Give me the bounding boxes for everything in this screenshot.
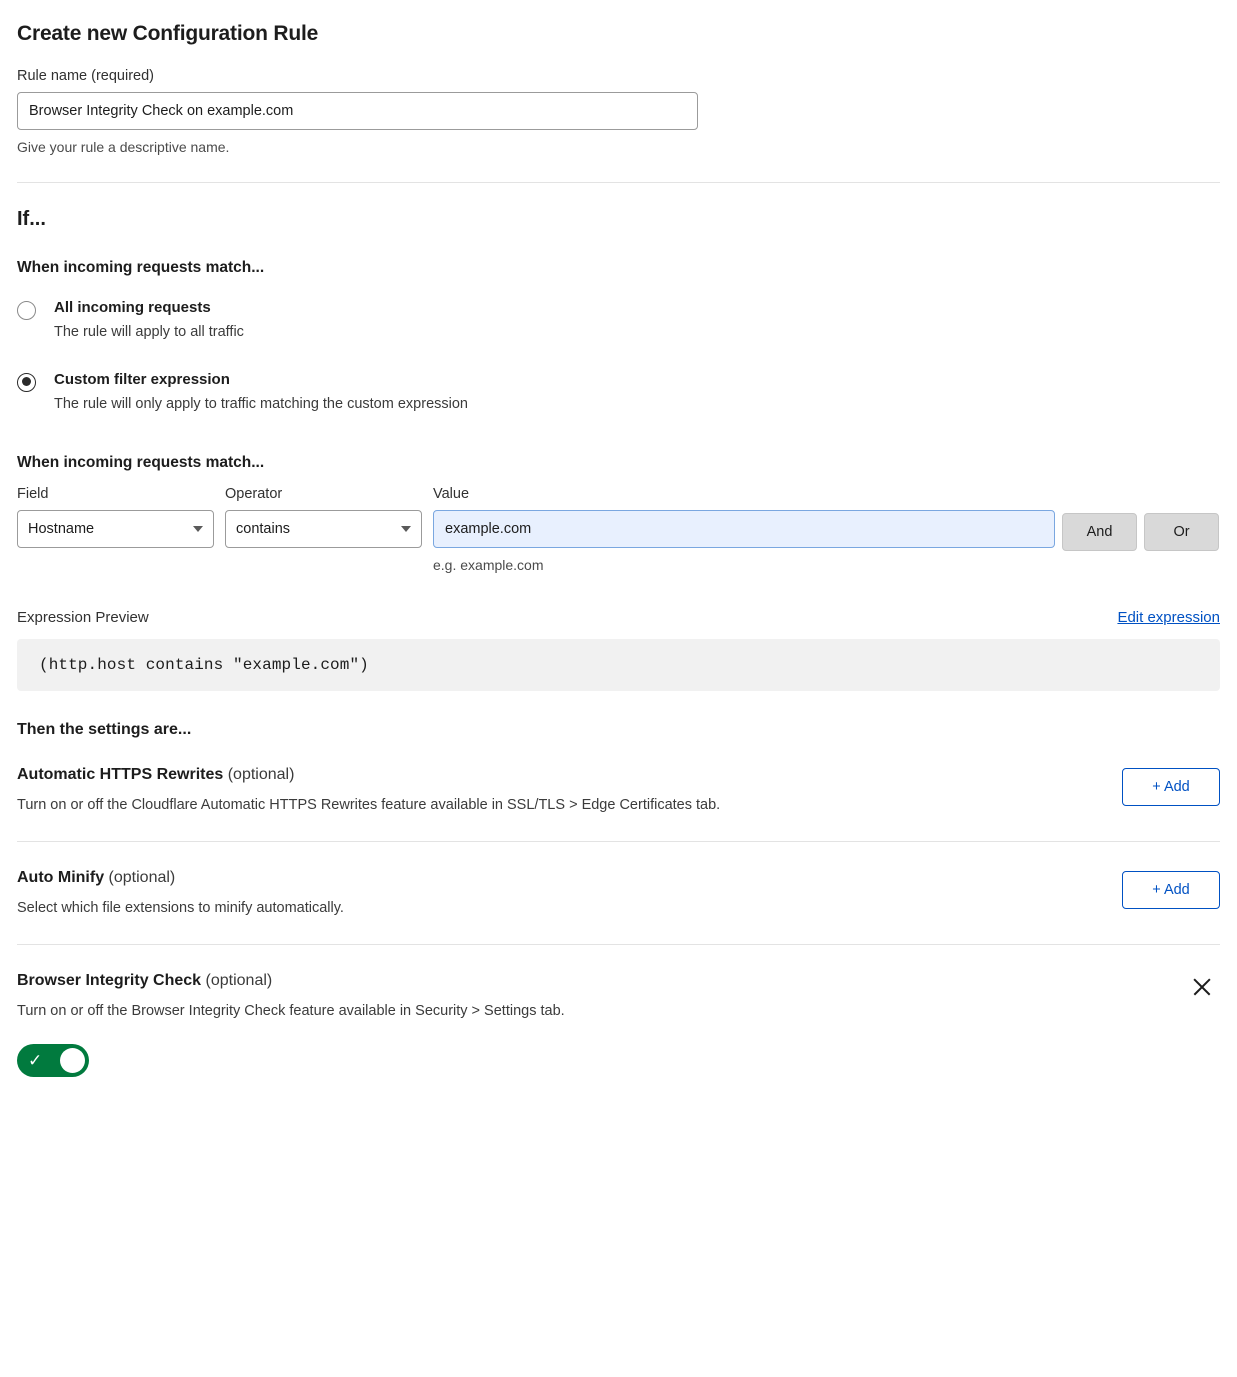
filter-heading: When incoming requests match...: [17, 453, 265, 471]
rule-name-input[interactable]: Browser Integrity Check on example.com: [17, 92, 698, 130]
setting-optional-text: (optional): [205, 971, 273, 989]
operator-select[interactable]: [225, 510, 422, 548]
operator-select-value: contains: [236, 520, 291, 537]
divider-settings-2: [17, 944, 1220, 945]
rule-name-label: Rule name (required): [17, 68, 155, 84]
radio-icon-all-incoming-requests[interactable]: [17, 301, 36, 320]
close-icon[interactable]: [1189, 974, 1215, 1000]
setting-title: [17, 869, 1122, 887]
setting-optional-text: (optional): [227, 765, 295, 783]
operator-label: Operator: [225, 485, 283, 502]
or-button[interactable]: Or: [1144, 513, 1219, 551]
edit-expression-link[interactable]: Edit expression: [1117, 608, 1220, 626]
value-column: [433, 486, 1055, 573]
radio-icon-custom-filter-expression[interactable]: [17, 373, 36, 392]
setting-title-text: Auto Minify: [17, 868, 105, 886]
value-input[interactable]: example.com: [433, 510, 1055, 548]
add-automatic-https-rewrites-button[interactable]: + Add: [1122, 768, 1220, 806]
setting-auto-minify: [17, 869, 1220, 916]
setting-description: Turn on or off the Cloudflare Automatic HTTPS Rewrites feature available in SSL/TLS > Edge Certificates tab.: [17, 796, 721, 813]
operator-column: [225, 486, 422, 548]
divider-settings-1: [17, 841, 1220, 842]
setting-optional-text: (optional): [108, 868, 176, 886]
expression-preview-header: [17, 609, 1220, 626]
radio-desc-all-incoming-requests: The rule will apply to all traffic: [54, 323, 244, 340]
add-auto-minify-button[interactable]: + Add: [1122, 871, 1220, 909]
setting-title: [17, 766, 1122, 784]
setting-description: Turn on or off the Browser Integrity Check feature available in Security > Settings tab.: [17, 1002, 565, 1019]
field-column: [17, 486, 214, 548]
setting-title-text: Browser Integrity Check: [17, 971, 202, 989]
setting-description: Select which file extensions to minify automatically.: [17, 899, 344, 916]
value-helper: e.g. example.com: [433, 556, 544, 573]
logic-buttons: [1062, 486, 1219, 551]
rule-name-helper: Give your rule a descriptive name.: [17, 139, 230, 155]
radio-desc-custom-filter-expression: The rule will only apply to traffic matching the custom expression: [54, 395, 468, 412]
radio-option-all-incoming-requests[interactable]: [17, 299, 1220, 340]
chevron-down-icon: [401, 526, 411, 532]
radio-label-custom-filter-expression: Custom filter expression: [54, 370, 230, 388]
setting-title: [17, 972, 1189, 990]
browser-integrity-check-toggle[interactable]: [17, 1044, 89, 1077]
filter-builder-row: [17, 486, 1220, 573]
setting-browser-integrity-check: [17, 972, 1220, 1077]
field-select[interactable]: [17, 510, 214, 548]
and-button[interactable]: And: [1062, 513, 1137, 551]
field-label: Field: [17, 485, 49, 502]
expression-preview-box: (http.host contains "example.com"): [17, 639, 1220, 691]
check-icon: ✓: [28, 1050, 43, 1070]
value-label: Value: [433, 485, 470, 502]
if-heading: If...: [17, 208, 46, 230]
chevron-down-icon: [193, 526, 203, 532]
field-select-value: Hostname: [28, 520, 95, 537]
match-heading: When incoming requests match...: [17, 259, 265, 276]
expression-preview-label: Expression Preview: [17, 608, 149, 626]
page-title: Create new Configuration Rule: [17, 22, 319, 45]
radio-label-all-incoming-requests: All incoming requests: [54, 299, 211, 316]
radio-option-custom-filter-expression[interactable]: [17, 371, 1220, 412]
setting-title-text: Automatic HTTPS Rewrites: [17, 765, 224, 783]
setting-automatic-https-rewrites: [17, 766, 1220, 813]
then-heading: Then the settings are...: [17, 720, 192, 738]
toggle-knob: [60, 1048, 85, 1073]
divider-top: [17, 182, 1220, 183]
rule-name-group: [17, 68, 1220, 155]
